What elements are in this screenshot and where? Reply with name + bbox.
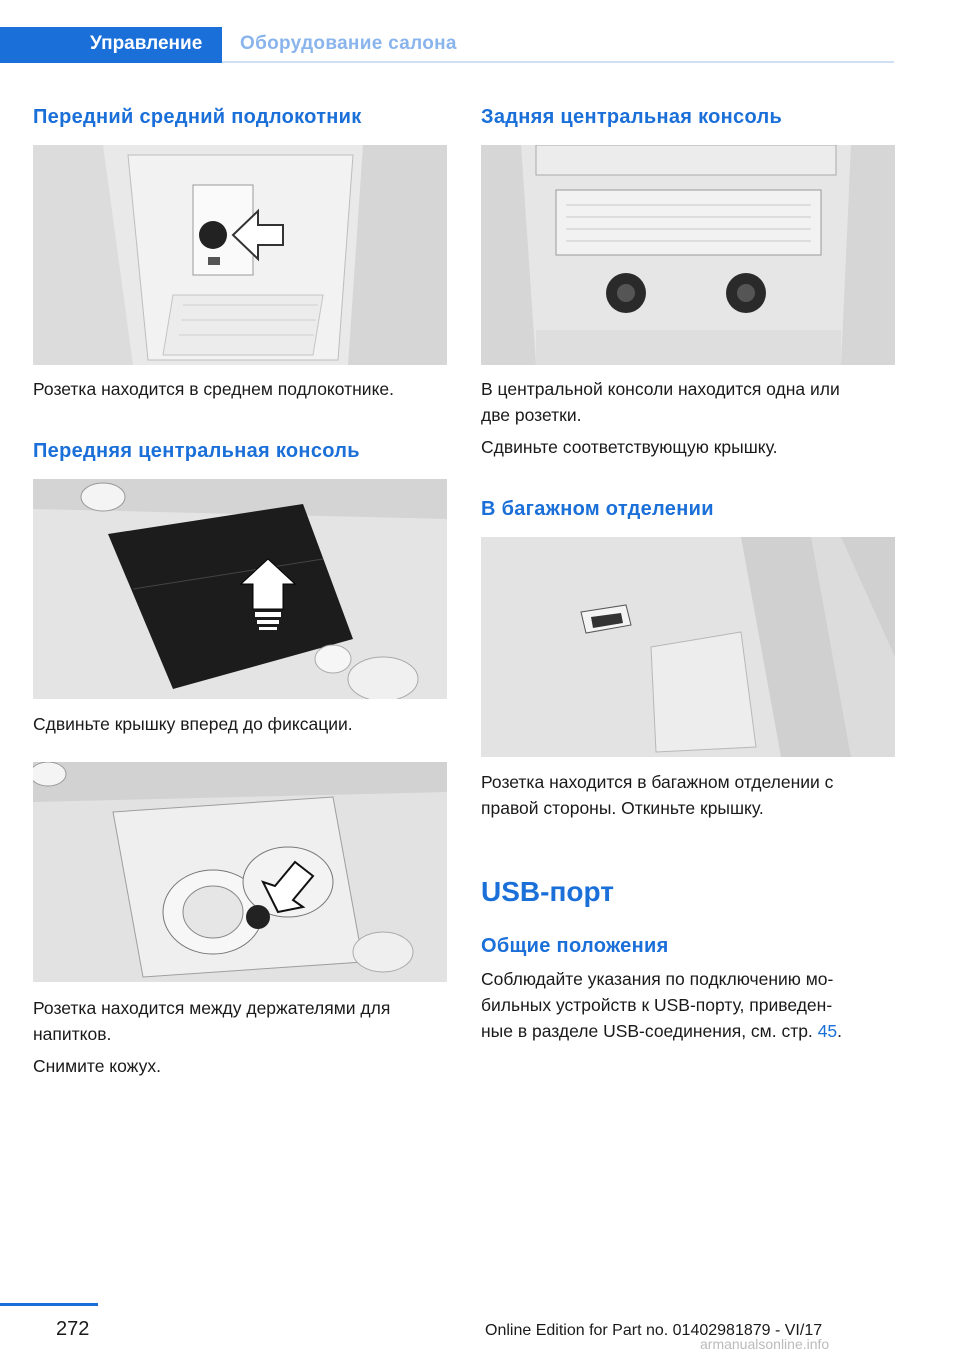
heading-general: Общие положения bbox=[481, 935, 669, 957]
text-usb-line3-body: ные в разделе USB-соединения, см. стр. bbox=[481, 1021, 813, 1041]
edition-text: Online Edition for Part no. 01402981879 - VI/17 bbox=[485, 1322, 823, 1339]
header-divider bbox=[222, 61, 894, 63]
page-number: 272 bbox=[56, 1318, 90, 1340]
text-armrest: Розетка находится в среднем подлокотнике. bbox=[33, 379, 395, 399]
text-remove-cover: Снимите кожух. bbox=[33, 1056, 161, 1076]
header-section-label: Управление bbox=[90, 33, 203, 54]
text-trunk-line1: Розетка находится в багажном отделении с bbox=[481, 772, 834, 792]
text-usb-line3-end: . bbox=[837, 1021, 843, 1041]
footer-accent-line bbox=[0, 1303, 98, 1306]
heading-front-armrest: Передний средний подлокотник bbox=[33, 106, 362, 128]
text-rear-line3: Сдвиньте соответствующую крышку. bbox=[481, 437, 778, 457]
heading-trunk: В багажном отделении bbox=[481, 498, 714, 520]
text-rear-line2: две розетки. bbox=[481, 405, 582, 425]
header-tab-section[interactable] bbox=[0, 27, 222, 63]
header-chapter-label[interactable]: Оборудование салона bbox=[240, 33, 457, 54]
text-usb-line1: Соблюдайте указания по подключению мо- bbox=[481, 969, 834, 989]
text-cupholder-line2: напитков. bbox=[33, 1024, 112, 1044]
figure-armrest bbox=[33, 145, 447, 365]
heading-rear-console: Задняя центральная консоль bbox=[481, 106, 783, 128]
text-usb-line2: бильных устройств к USB-порту, приведен- bbox=[481, 995, 833, 1015]
page-link-45[interactable]: 45 bbox=[817, 1021, 838, 1041]
text-trunk-line2: правой стороны. Откиньте крышку. bbox=[481, 798, 764, 818]
heading-front-console: Передняя центральная консоль bbox=[33, 440, 360, 462]
figure-rear-console bbox=[481, 145, 895, 365]
text-cupholder-line1: Розетка находится между держателями для bbox=[33, 998, 391, 1018]
figure-trunk bbox=[481, 537, 895, 757]
figure-front-console bbox=[33, 479, 447, 699]
text-rear-line1: В центральной консоли находится одна или bbox=[481, 379, 840, 399]
text-usb-line3 bbox=[481, 1018, 842, 1045]
text-front-console: Сдвиньте крышку вперед до фиксации. bbox=[33, 714, 353, 734]
figure-cupholder bbox=[33, 762, 447, 982]
heading-usb-port: USB-порт bbox=[481, 876, 614, 907]
watermark-text: armanualsonline.info bbox=[700, 1336, 830, 1352]
